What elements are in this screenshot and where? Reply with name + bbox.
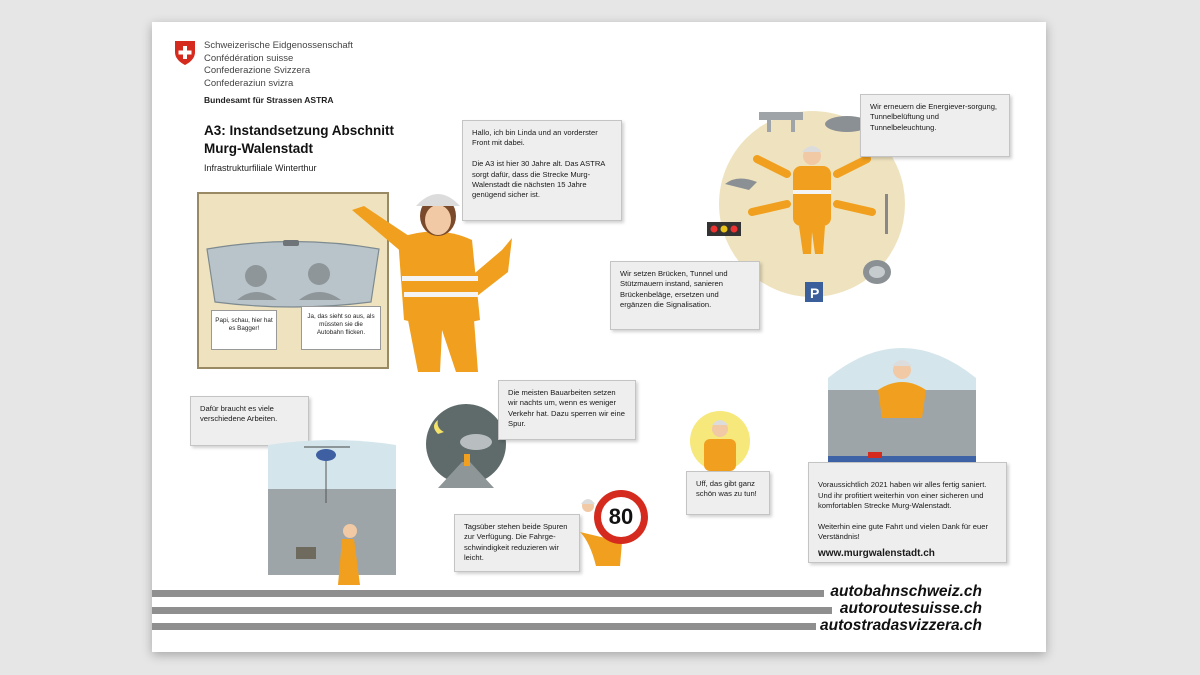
speech-bubble-child: Papi, schau, hier hat es Bagger! [211,310,277,350]
speed-limit-value: 80 [601,497,641,537]
speed-limit-sign [594,490,648,544]
svg-text:P: P [810,285,820,301]
domain-link-it[interactable]: autostradasvizzera.ch [820,617,982,634]
traffic-light-icon [707,222,741,236]
finished-road-illustration [828,338,976,470]
gov-line: Confederaziun svizra [204,77,294,89]
info-box-intro: Hallo, ich bin Linda und an vorderster Front mit dabei. Die A3 ist hier 30 Jahre alt. Das ASTRA sorgt dafür, dass die Strecke Murg-Walenstadt die nächsten 15 Jahre genügend sicher ist. [462,120,622,221]
footer-stripe [152,590,824,597]
final-text: Voraussichtlich 2021 haben wir alles fertig saniert. Und ihr profitiert weiterhin von einer sicheren und komfortablen Strecke Murg-Walenstadt. Weiterhin eine gute Fahrt und vielen Dank für euer Verständnis! [818,480,988,542]
info-box-final [808,462,1007,563]
swiss-coat-of-arms-icon [174,40,196,66]
info-box-night: Die meisten Bauarbeiten setzen wir nachts um, wenn es weniger Verkehr hat. Dazu sperren wir eine Spur. [498,380,636,440]
page-title: A3: Instandsetzung Abschnitt Murg-Walenstadt [204,123,395,156]
info-box-energy: Wir erneuern die Energiever-sorgung, Tunnelbelüftung und Tunnelbeleuchtung. [860,94,1010,157]
gov-line: Confédération suisse [204,52,294,64]
poster [152,22,1046,652]
info-box-uff: Uff, das gibt ganz schön was zu tun! [686,471,770,515]
info-box-bridges: Wir setzen Brücken, Tunnel und Stützmauern instand, sanieren Brückenbeläge, ersetzen und ergänzen die Signalisation. [610,261,760,330]
gov-line: Confederazione Svizzera [204,65,311,77]
department-name: Bundesamt für Strassen ASTRA [204,95,334,105]
footer-stripe [152,607,832,614]
footer-stripe [152,623,816,630]
speech-bubble-parent: Ja, das sieht so aus, als müssten sie die Autobahn flicken. [301,306,381,350]
night-road-illustration [424,404,508,494]
info-box-works: Dafür braucht es viele verschiedene Arbeiten. [190,396,309,446]
info-box-day: Tagsüber stehen beide Spuren zur Verfügung. Die Fahrge-schwindigkeit reduzieren wir leicht. [454,514,580,572]
helicopter-construction-illustration [268,435,396,597]
lamp-post-icon [885,194,888,234]
final-url-link[interactable]: www.murgwalenstadt.ch [818,547,935,559]
domain-link-de[interactable]: autobahnschweiz.ch [830,583,982,600]
page-subtitle: Infrastrukturfiliale Winterthur [204,163,317,173]
gov-line: Schweizerische Eidgenossenschaft [204,40,353,51]
stressed-worker-illustration [688,405,752,477]
government-lines [204,40,353,90]
domain-link-fr[interactable]: autoroutesuisse.ch [839,600,982,617]
